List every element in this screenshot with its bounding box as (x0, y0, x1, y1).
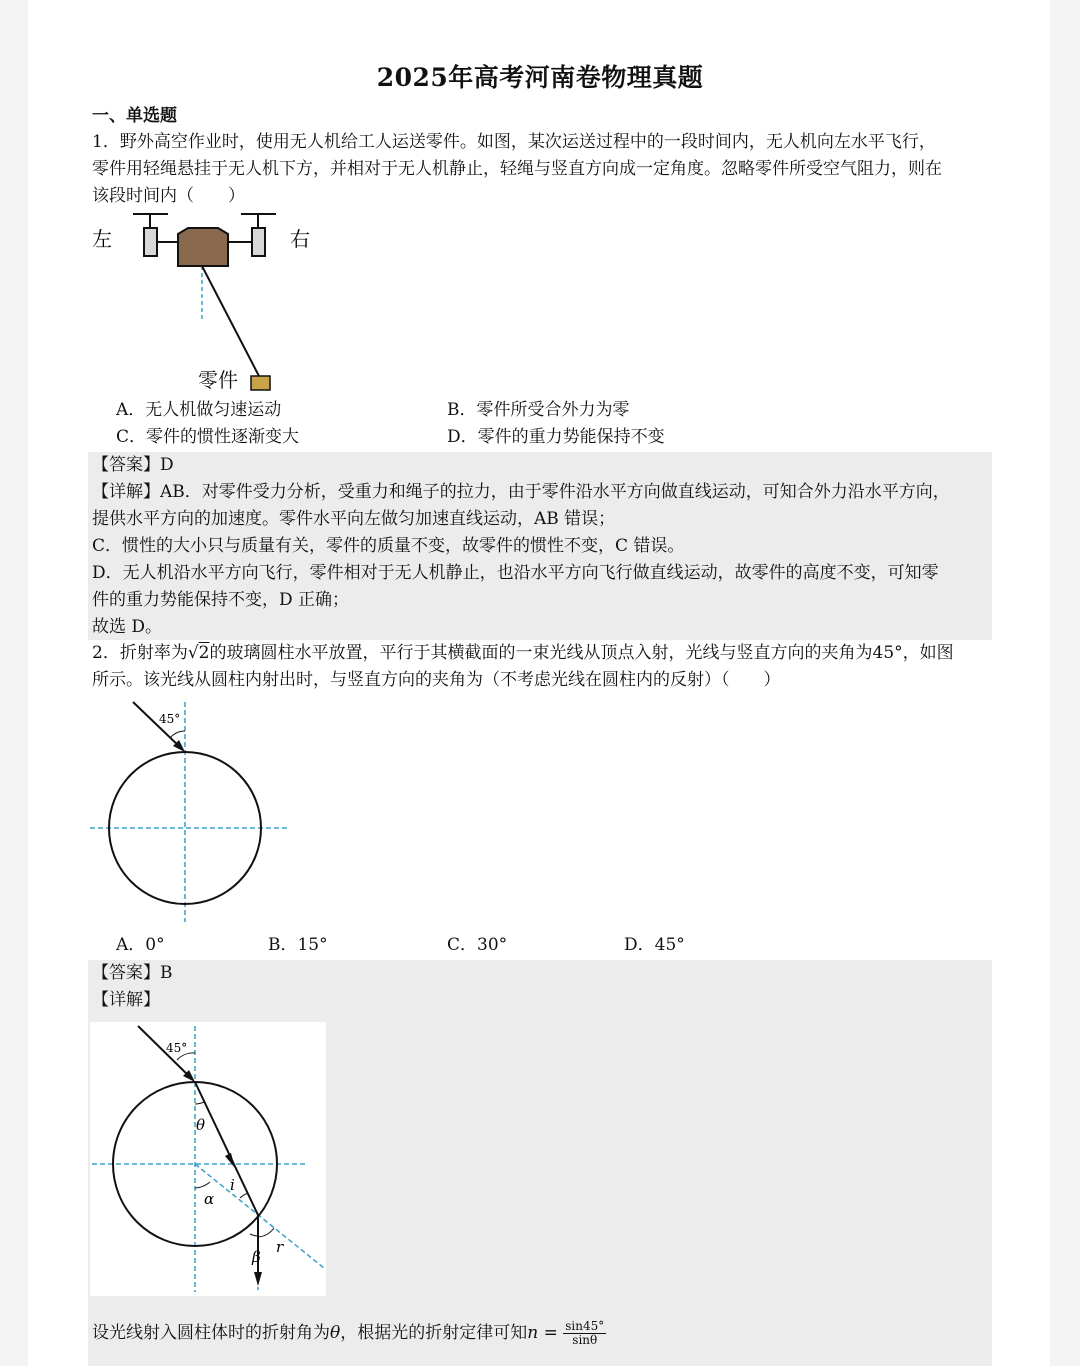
beta-label: β (252, 1248, 261, 1266)
q1-stem-line3: 该段时间内（ ） (92, 186, 245, 206)
q2-option-d[interactable]: D．45° (624, 935, 685, 955)
figure-part-label: 零件 (198, 368, 238, 392)
q1-option-c[interactable]: C．零件的惯性逐渐变大 (116, 427, 300, 447)
solution-angle-45: 45° (166, 1041, 188, 1055)
q2-final-mid: ，根据光的折射定律可知 (340, 1323, 528, 1343)
theta-label: θ (196, 1116, 206, 1134)
q1-option-a[interactable]: A．无人机做匀速运动 (116, 400, 282, 420)
fraction-numerator: sin45° (565, 1319, 605, 1333)
angle-label-45: 45° (159, 712, 181, 726)
q2-stem-post: ，如图 (902, 643, 954, 663)
drone-body (178, 228, 228, 266)
sqrt-symbol: √ (187, 643, 199, 663)
rope-line (202, 266, 260, 378)
q2-final-line (92, 1320, 606, 1347)
section-heading: 一、单选题 (92, 106, 177, 126)
q1-answer: 【答案】D (92, 455, 174, 475)
q2-angle: 45° (872, 643, 903, 663)
q2-final-pre: 设光线射入圆柱体时的折射角为 (92, 1323, 330, 1343)
q1-detail-line5: 件的重力势能保持不变，D 正确； (92, 590, 350, 610)
q2-option-c[interactable]: C．30° (447, 935, 508, 955)
q1-detail-line3: C．惯性的大小只与质量有关，零件的质量不变，故零件的惯性不变，C 错误。 (92, 536, 685, 556)
q1-detail-line1: 【详解】AB．对零件受力分析，受重力和绳子的拉力，由于零件沿水平方向做直线运动，可知合外力沿水平方向， (92, 482, 950, 502)
q2-stem-mid: 的玻璃圆柱水平放置，平行于其横截面的一束光线从顶点入射，光线与竖直方向的夹角为 (209, 643, 873, 663)
q2-stem-line2: 所示。该光线从圆柱内射出时，与竖直方向的夹角为（不考虑光线在圆柱内的反射）（ ） (92, 670, 781, 690)
sqrt-value: 2 (198, 643, 210, 663)
q2-option-a[interactable]: A．0° (116, 935, 165, 955)
q1-detail-line4: D．无人机沿水平方向飞行，零件相对于无人机静止，也沿水平方向飞行做直线运动，故零件的高度不变，可知零 (92, 563, 939, 583)
q2-stem-pre: 2．折射率为 (92, 643, 188, 663)
q2-final-eq: = (538, 1323, 564, 1343)
q1-stem-line1: 1．野外高空作业时，使用无人机给工人运送零件。如图，某次运送过程中的一段时间内，无人机向左水平飞行， (92, 132, 936, 152)
i-label: i (230, 1176, 235, 1194)
figure-right-label: 右 (290, 227, 310, 251)
q2-final-theta: θ (330, 1323, 341, 1343)
q1-option-d[interactable]: D．零件的重力势能保持不变 (447, 427, 665, 447)
q1-stem-line2: 零件用轻绳悬挂于无人机下方，并相对于无人机静止，轻绳与竖直方向成一定角度。忽略零件所受空气阻力，则在 (92, 159, 942, 179)
q2-answer: 【答案】B (92, 963, 173, 983)
part-box (251, 376, 270, 390)
q2-option-b[interactable]: B．15° (268, 935, 328, 955)
q2-stem-line1 (92, 640, 954, 667)
q2-final-n: n (527, 1323, 539, 1343)
q1-detail-line6: 故选 D。 (92, 617, 163, 637)
page-title: 2025年高考河南卷物理真题 (376, 63, 704, 92)
q2-detail-label: 【详解】 (92, 990, 160, 1010)
fraction-denominator: sinθ (572, 1333, 598, 1347)
alpha-label: α (204, 1190, 215, 1208)
q2-solution-figure (90, 1022, 326, 1296)
q2-cylinder-figure (88, 700, 298, 925)
q1-detail-line2: 提供水平方向的加速度。零件水平向左做匀加速直线运动，AB 错误； (92, 509, 616, 529)
r-label: r (276, 1238, 284, 1256)
q1-drone-figure (88, 206, 310, 396)
refraction-fraction (563, 1320, 606, 1347)
q1-option-b[interactable]: B．零件所受合外力为零 (447, 400, 630, 420)
figure-left-label: 左 (92, 227, 112, 251)
